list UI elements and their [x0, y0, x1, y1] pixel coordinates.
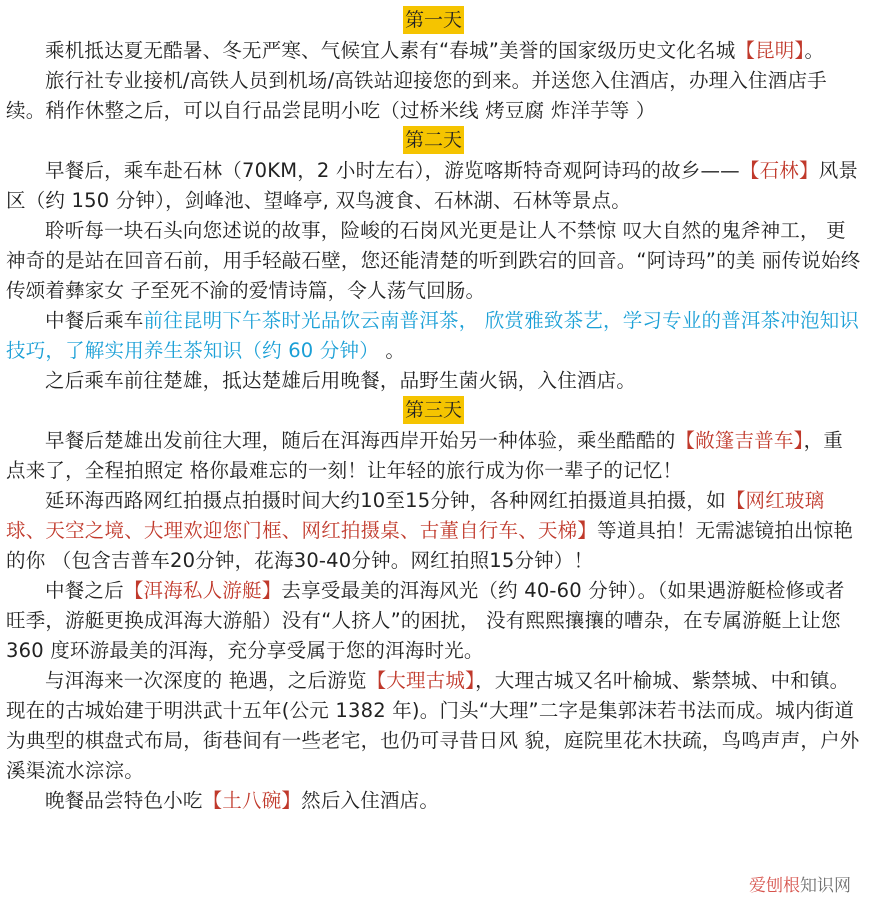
- highlight-stone-forest: 【石林】: [739, 159, 819, 182]
- day-3-paragraph-old-town: [6, 666, 861, 786]
- highlight-tubawan: 【土八碗】: [202, 789, 302, 812]
- highlight-photo-props: 【网红玻璃球、天空之境、大理欢迎您门框、网红拍摄桌、古董自行车、天梯】: [6, 489, 825, 542]
- highlight-yacht: 【洱海私人游艇】: [123, 579, 282, 602]
- day-2-paragraph-legend: 聆听每一块石头向您述说的故事，险峻的石岗风光更是让人不禁惊 叹大自然的鬼斧神工， 更神奇的是站在回音石前，用手轻敲石壁，您还能清楚的听到跌宕的回音。“阿诗玛”的美 丽传说始终传颂着彝家女 子至死不渝的爱情诗篇，令人荡气回肠。: [6, 219, 861, 302]
- watermark-suffix: 知识网: [800, 876, 851, 896]
- text-segment: 延环海西路网红拍摄点拍摄时间大约10至15分钟，各种网红拍摄道具拍摄，如: [45, 489, 726, 512]
- day-3-paragraph-yacht: [6, 576, 861, 666]
- text-segment: 然后入住酒店。: [301, 789, 440, 812]
- text-segment: 去享受最美的洱海风光（约 40-60 分钟）。（如果遇游艇检修或者旺季，游艇更换成洱海大游船）没有“人挤人”的困扰， 没有熙熙攘攘的嘈杂，在专属游艇上让您 360 度环游最美的洱海，充分享受属于您的洱海时光。: [6, 579, 845, 662]
- text-segment: 中餐后乘车: [45, 309, 144, 332]
- day-1-heading-label: 第一天: [403, 6, 464, 34]
- watermark: [749, 871, 851, 896]
- day-2-heading-label: 第二天: [403, 126, 464, 154]
- day-1-paragraph-pickup: 旅行社专业接机/高铁人员到机场/高铁站迎接您的到来。并送您入住酒店，办理入住酒店手续。稍作休整之后，可以自行品尝昆明小吃（过桥米线 烤豆腐 炸洋芋等 ）: [6, 69, 827, 122]
- text-segment: 中餐之后: [45, 579, 124, 602]
- highlight-dali-old-town: 【大理古城】: [366, 669, 476, 692]
- day-3-paragraph-jeep: [6, 426, 861, 486]
- day-3-paragraph-dinner: [6, 786, 861, 816]
- highlight-kunming: 【昆明】: [735, 39, 805, 62]
- text-segment: 乘机抵达夏无酷暑、冬无严寒、气候宜人素有“春城”美誉的国家级历史文化名城: [45, 39, 736, 62]
- day-3-paragraph-photo-spots: [6, 486, 861, 576]
- text-segment: 等道具拍！无需滤镜拍出惊艳的你 （包含吉普车20分钟，花海30-40分钟。网红拍照15分钟）！: [6, 519, 854, 572]
- day-2-paragraph-tea: [6, 306, 861, 366]
- day-2-paragraph-stone-forest: [6, 156, 861, 216]
- text-segment: 晚餐品尝特色小吃: [45, 789, 203, 812]
- day-2-paragraph-chuxiong: 之后乘车前往楚雄，抵达楚雄后用晚餐，品野生菌火锅，入住酒店。: [45, 369, 637, 392]
- day-1-paragraph-arrival: [6, 36, 861, 66]
- day-3-heading-label: 第三天: [403, 396, 464, 424]
- day-2-heading: [6, 126, 861, 156]
- text-segment: ，重点来了，全程拍照定 格你最难忘的一刻！让年轻的旅行成为你一辈子的记忆！: [6, 429, 843, 482]
- highlight-tea-time: 前往昆明下午茶时光品饮云南普洱茶， 欣赏雅致茶艺，学习专业的普洱茶冲泡知识技巧，了解实用养生茶知识（约 60 分钟）: [6, 309, 860, 362]
- day-3-heading: [6, 396, 861, 426]
- text-segment: 风景区（约 150 分钟），剑峰池、望峰亭, 双鸟渡食、石林湖、石林等景点。: [6, 159, 859, 212]
- highlight-jeep: 【敞篷吉普车】: [675, 429, 804, 452]
- text-segment: 。: [804, 39, 825, 62]
- day-1-heading: [6, 6, 861, 36]
- text-segment: 。: [378, 339, 406, 362]
- text-segment: ，大理古城又名叶榆城、紫禁城、中和镇。现在的古城始建于明洪武十五年(公元 1382 年)。门头“大理”二字是集郭沫若书法而成。城内街道为典型的棋盘式布局，街巷间有一些老宅，也仍可寻昔日风 貌，庭院里花木扶疏，鸟鸣声声，户外溪渠流水淙淙。: [6, 669, 860, 782]
- text-segment: 早餐后楚雄出发前往大理，随后在洱海西岸开始另一种体验，乘坐酷酷的: [45, 429, 676, 452]
- watermark-brand: 爱刨根: [749, 876, 800, 896]
- text-segment: 早餐后，乘车赴石林（70KM，2 小时左右），游览喀斯特奇观阿诗玛的故乡——: [45, 159, 740, 182]
- text-segment: 与洱海来一次深度的 艳遇，之后游览: [45, 669, 367, 692]
